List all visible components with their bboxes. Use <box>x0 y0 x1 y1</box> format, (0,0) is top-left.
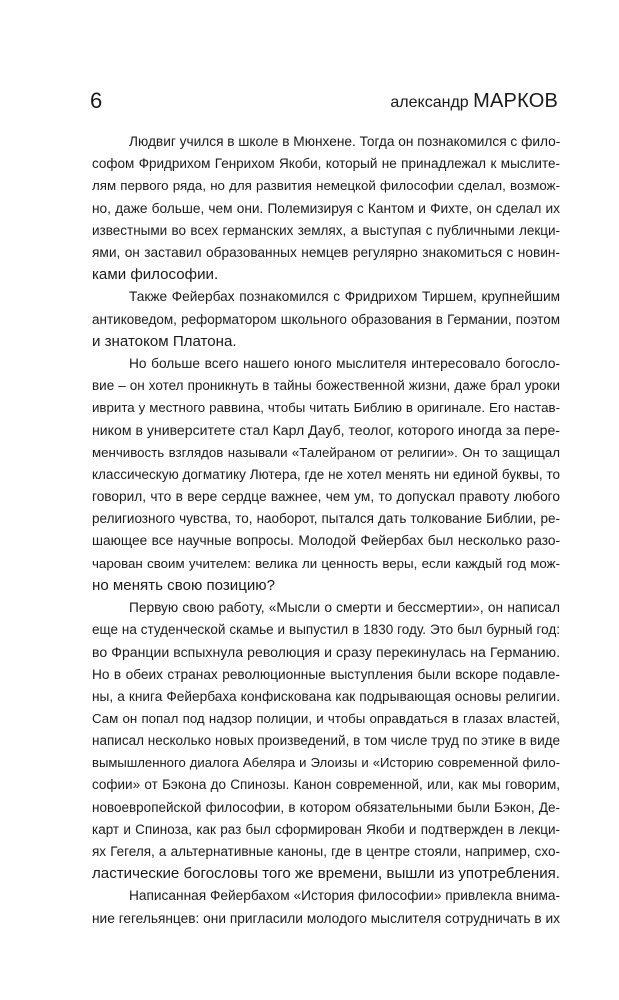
body-text <box>92 131 560 930</box>
author-last-name: МАРКОВ <box>473 90 558 112</box>
text-line: еще на студенческой скамье и выпустил в 1830 году. Это был бурный год: <box>92 622 560 638</box>
text-line: но, даже больше, чем они. Полемизируя с Кантом и Фихте, он сделал их <box>92 200 560 216</box>
text-line: карт и Спиноза, как раз был сформирован Якоби и подтвержден в лекци- <box>92 821 560 837</box>
text-line: религиозного чувства, то, наоборот, пытался дать толкование Библии, ре- <box>92 511 560 527</box>
text-line: во Франции вспыхнула революция и сразу перекинулась на Германию. <box>92 644 560 661</box>
text-line: вымышленного диалога Абеляра и Элоизы и «Историю современной фило- <box>92 755 560 771</box>
text-line: менчивость взглядов называли «Талейраном от религии». Он то защищал <box>92 444 560 460</box>
text-line: шающее все научные вопросы. Молодой Фейербах был несколько разо- <box>92 533 560 549</box>
page-header <box>90 86 558 116</box>
text-line: антиковедом, реформатором школьного образования в Германии, поэтом <box>92 311 560 327</box>
text-line: говорил, что в вере сердце важнее, чем ум, то допускал правоту любого <box>92 489 560 504</box>
author-first-name: александр <box>390 94 474 111</box>
text-line: ластические богословы того же времени, вышли из употребления. <box>92 865 560 883</box>
text-line: новоевропейской философии, в котором обязательными были Бэкон, Де- <box>92 799 560 815</box>
text-line: Также Фейербах познакомился с Фридрихом Тиршем, крупнейшим <box>129 289 560 305</box>
text-line: Людвиг учился в школе в Мюнхене. Тогда он познакомился с фило- <box>129 134 560 149</box>
text-line: ником в университете стал Карл Дауб, теолог, которого иногда за пере- <box>92 422 560 439</box>
text-line: чарован своим учителем: велика ли ценность веры, если каждый год мож- <box>92 555 560 571</box>
text-line: Написанная Фейербахом «История философии» привлекла внима- <box>129 888 560 904</box>
text-line: Но в обеих странах революционные выступления были вскоре подавле- <box>92 666 560 682</box>
text-line: классическую догматику Лютера, где не хотел менять ни единой буквы, то <box>92 466 560 482</box>
text-line: вие – он хотел проникнуть в тайны божественной жизни, даже брал уроки <box>92 378 560 394</box>
text-line: ками философии. <box>92 266 219 284</box>
running-head-author <box>390 86 558 118</box>
text-line: Но больше всего нашего юного мыслителя интересовало богосло- <box>129 355 560 371</box>
text-line: ях Гегеля, а альтернативные каноны, где в центре стояли, например, схо- <box>92 844 560 859</box>
text-line: Первую свою работу, «Мысли о смерти и бессмертии», он написал <box>129 599 560 615</box>
text-line: ями, он заставил образованных немцев регулярно знакомиться с новин- <box>92 244 560 260</box>
text-line: иврита у местного раввина, чтобы читать Библию в оригинале. Его настав- <box>92 400 560 416</box>
text-line: лям первого ряда, но для развития немецкой философии сделал, возмож- <box>92 178 560 194</box>
text-line: известными во всех германских землях, а выступая с публичными лекци- <box>92 222 560 238</box>
text-line: ны, а книга Фейербаха конфискована как подрывающая основы религии. <box>92 688 560 704</box>
text-line: написал несколько новых произведений, в том числе труд по этике в виде <box>92 733 560 749</box>
text-line: Сам он попал под надзор полиции, и чтобы оправдаться в глазах властей, <box>92 710 560 726</box>
text-line: и знатоком Платона. <box>92 332 237 350</box>
text-line: софом Фридрихом Генрихом Якоби, который не принадлежал к мыслите- <box>92 156 560 172</box>
page-number: 6 <box>90 88 103 113</box>
text-line: софии» от Бэкона до Спинозы. Канон современной, или, как мы говорим, <box>92 777 560 793</box>
text-line: но менять свою позицию? <box>92 576 276 594</box>
text-line: ние гегельянцев: они пригласили молодого мыслителя сотрудничать в их <box>92 910 560 926</box>
